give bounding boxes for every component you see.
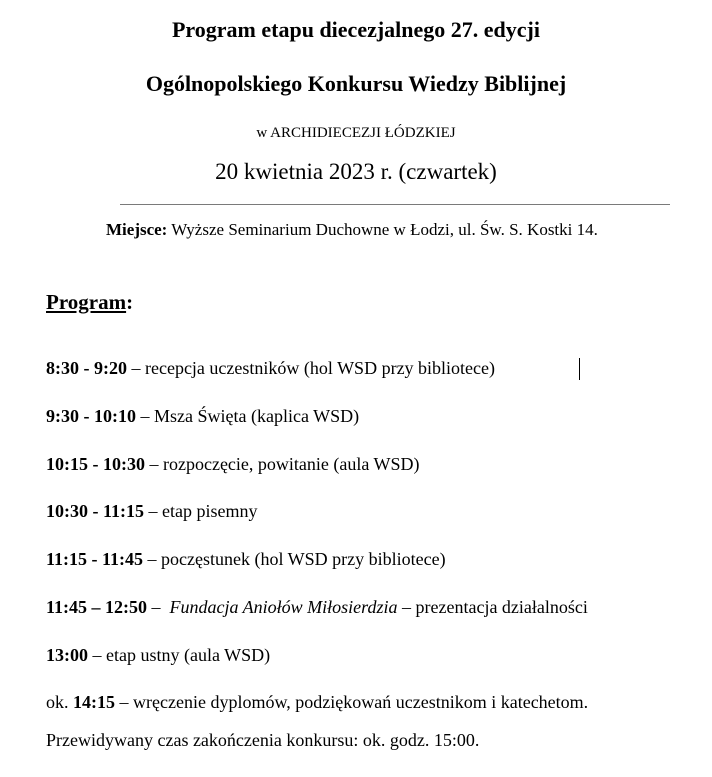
list-item	[46, 357, 495, 379]
item-desc: – poczęstunek (hol WSD przy bibliotece)	[143, 549, 446, 569]
item-time: 10:30 - 11:15	[46, 501, 144, 521]
event-date: 20 kwietnia 2023 r. (czwartek)	[215, 159, 497, 184]
list-item	[46, 691, 588, 713]
item-time: 13:00	[46, 645, 88, 665]
program-heading-text: Program	[46, 290, 127, 314]
list-item	[46, 548, 446, 570]
list-item	[46, 453, 420, 475]
item-desc: – etap pisemny	[144, 501, 258, 521]
item-time: 14:15	[73, 692, 115, 712]
program-heading	[46, 289, 133, 315]
item-desc: – wręczenie dyplomów, podziękowań uczestnikom i katechetom.	[115, 692, 589, 712]
item-time: 9:30 - 10:10	[46, 406, 136, 426]
item-time: 8:30 - 9:20	[46, 358, 127, 378]
place-value: Wyższe Seminarium Duchowne w Łodzi, ul. Św. S. Kostki 14.	[167, 220, 598, 239]
closing-note: Przewidywany czas zakończenia konkursu: ok. godz. 15:00.	[46, 730, 480, 750]
list-item	[46, 644, 270, 666]
item-prefix: ok.	[46, 692, 73, 712]
title-line-1: Program etapu diecezjalnego 27. edycji	[171, 17, 540, 42]
item-time: 11:45 – 12:50	[46, 597, 147, 617]
title-line-2: Ogólnopolskiego Konkursu Wiedzy Biblijnej	[145, 71, 567, 96]
diocese-line: w ARCHIDIECEZJI ŁÓDZKIEJ	[256, 125, 456, 141]
item-time: 10:15 - 10:30	[46, 454, 145, 474]
item-desc-post: – prezentacja działalności	[397, 597, 588, 617]
place-line	[106, 219, 598, 241]
list-item	[46, 500, 257, 522]
item-desc: – recepcja uczestników (hol WSD przy bibliotece)	[126, 358, 496, 378]
item-time: 11:15 - 11:45	[46, 549, 143, 569]
list-item	[46, 405, 359, 427]
place-label: Miejsce:	[106, 220, 168, 239]
text-cursor	[579, 358, 580, 380]
item-desc-organization: Fundacja Aniołów Miłosierdzia	[169, 597, 398, 617]
divider-rule	[120, 204, 670, 205]
item-desc: – etap ustny (aula WSD)	[88, 645, 271, 665]
item-desc: – Msza Święta (kaplica WSD)	[135, 406, 360, 426]
item-desc: – rozpoczęcie, powitanie (aula WSD)	[144, 454, 420, 474]
item-desc-pre: –	[147, 597, 170, 617]
list-item	[46, 596, 588, 618]
program-heading-colon: :	[126, 290, 134, 314]
